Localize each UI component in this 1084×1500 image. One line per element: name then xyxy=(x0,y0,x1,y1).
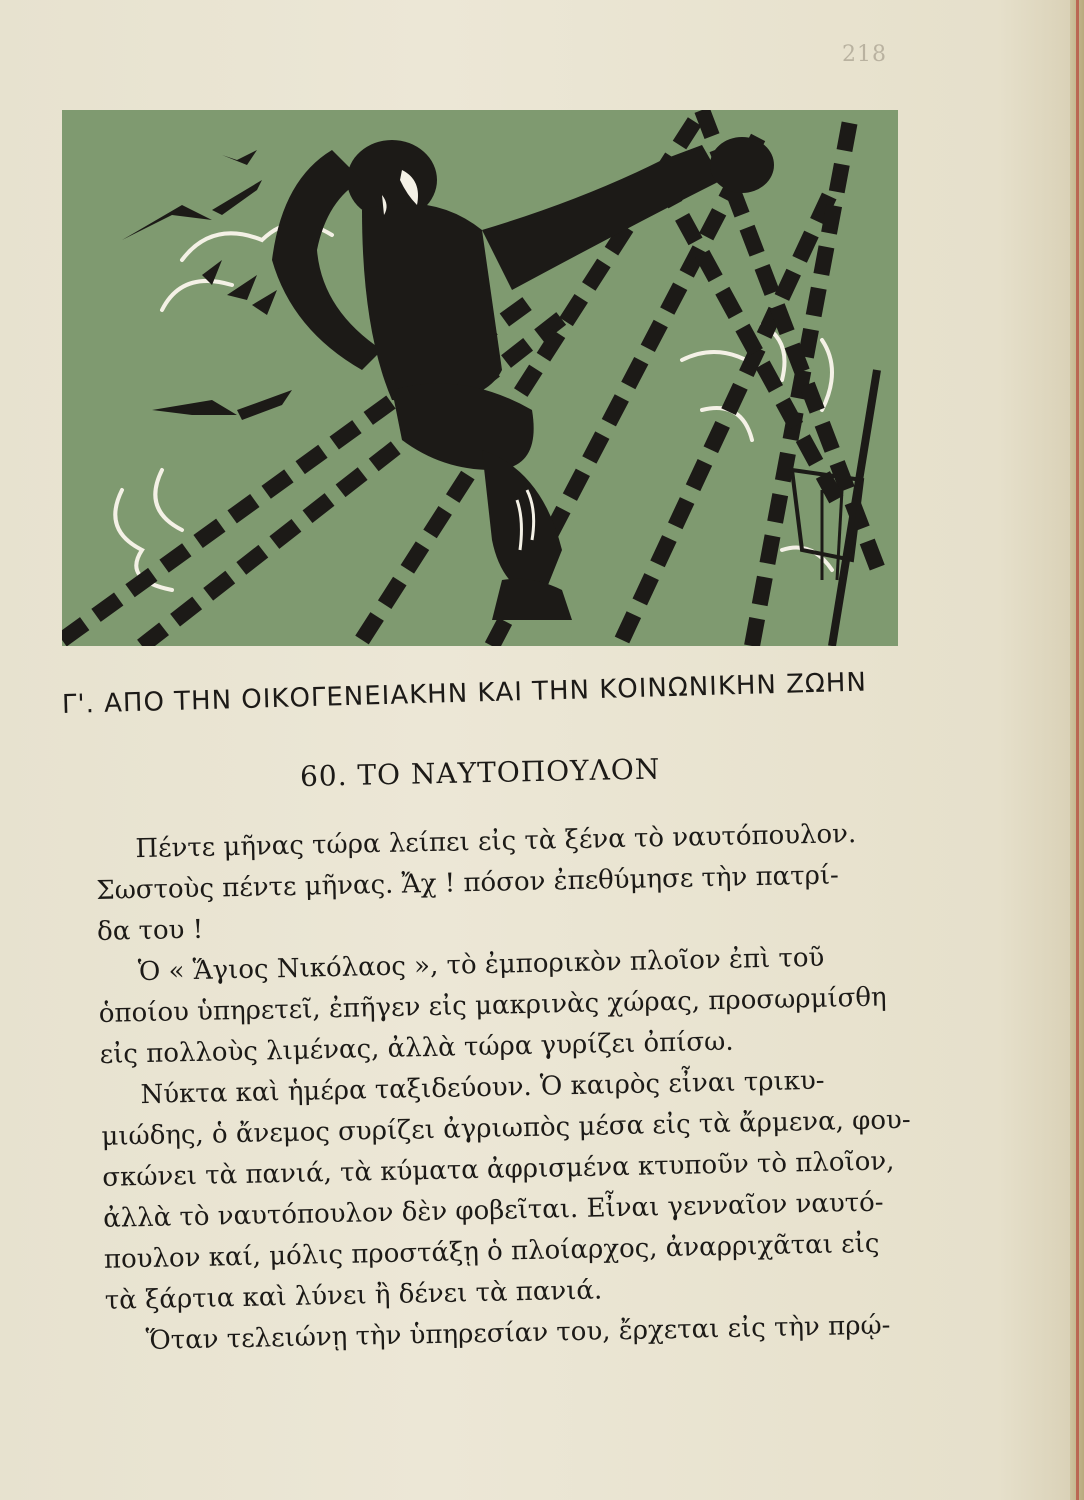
page-edge-strip xyxy=(1070,0,1084,1500)
body-line: τὰ ξάρτια καὶ λύνει ἢ δένει τὰ πανιά. xyxy=(104,1275,603,1316)
section-heading: Γ'. ΑΠΟ ΤΗΝ ΟΙΚΟΓΕΝΕΙΑΚΗΝ ΚΑΙ ΤΗΝ ΚΟΙΝΩΝΙΚΗΝ ΖΩΗΝ xyxy=(61,667,868,720)
body-line: μιώδης, ὁ ἄνεμος συρίζει ἀγριωπὸς μέσα εἰς τὰ ἄρμενα, φου- xyxy=(101,1104,911,1152)
body-line: Νύκτα καὶ ἡμέρα ταξιδεύουν. Ὁ καιρὸς εἶναι τρικυ- xyxy=(140,1065,825,1111)
body-line: δα του ! xyxy=(96,914,204,947)
body-line: πουλον καί, μόλις προστάξῃ ὁ πλοίαρχος, ἀναρριχᾶται εἰς xyxy=(103,1228,880,1275)
body-line: Ὁ « Ἅγιος Νικόλαος », τὸ ἐμπορικὸν πλοῖον ἐπὶ τοῦ xyxy=(137,942,825,988)
body-line: σκώνει τὰ πανιά, τὰ κύματα ἀφρισμένα κτυποῦν τὸ πλοῖον, xyxy=(101,1146,895,1193)
body-line: Σωστοὺς πέντε μῆνας. Ἄχ ! πόσον ἐπεθύμησε τὴν πατρί- xyxy=(95,860,840,906)
sailor-illustration xyxy=(62,110,898,646)
body-line: ἀλλὰ τὸ ναυτόπουλον δὲν φοβεῖται. Εἶναι γενναῖον ναυτό- xyxy=(102,1187,884,1234)
body-line: εἰς πολλοὺς λιμένας, ἀλλὰ τώρα γυρίζει ὀπίσω. xyxy=(99,1026,734,1070)
page-number: 218 xyxy=(842,42,887,67)
body-line: Πέντε μῆνας τώρα λείπει εἰς τὰ ξένα τὸ ναυτόπουλον. xyxy=(135,819,857,865)
body-line: Ὅταν τελειώνῃ τὴν ὑπηρεσίαν του, ἔρχεται εἰς τὴν πρῴ- xyxy=(145,1310,891,1357)
body-line: ὁποίου ὑπηρετεῖ, ἐπῆγεν εἰς μακρινὰς χώρας, προσωρμίσθη xyxy=(98,982,887,1029)
body-text xyxy=(95,813,936,1363)
chapter-title: 60. ΤΟ ΝΑΥΤΟΠΟΥΛΟΝ xyxy=(299,752,661,793)
